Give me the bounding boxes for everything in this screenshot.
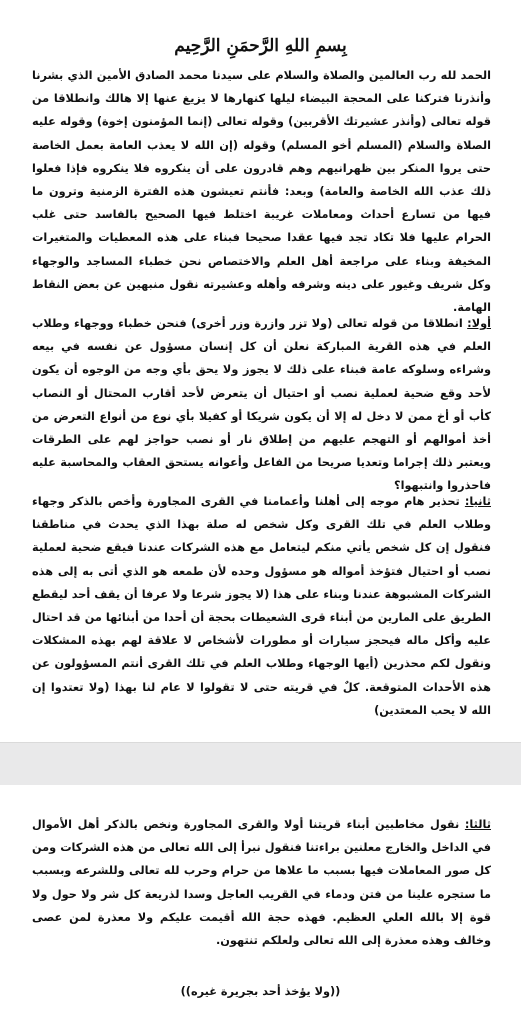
closing-verse: ((ولا يؤخذ أحد بجريرة غيره)): [180, 985, 341, 998]
section-first-paragraph: [32, 312, 491, 498]
section-second-text: تحذير هام موجه إلى أهلنا وأعمامنا في القرى المجاورة وأخص بالذكر وجهاء وطلاب العلم في تلك القرى وكل شخص له صلة بهذا الذي يحدث في مناطقنا فنقول إن كل شخص يأتي منكم ليتعامل مع هذه الشركات عندنا فيقع ضحية لعملية نصب أو احتيال فتؤخذ أمواله هو مسؤول وحده لأن طمعه هو الذي أتى به إلى هذه الشركات المشبوهة عندنا وبناء على هذا (لا يجوز شرعا ولا عرفا أن يقف أحد ليقطع الطريق على المارين من أبناء قرى الشعيطات بحجة أن أحدا من أبنائها من قد احتال عليه وأكل ماله فيحجز سيارات أو مطورات لأشخاص لا علاقة لهم بهذه المشكلات ونقول لكم محذرين (أيها الوجهاء وطلاب العلم في تلك القرى أنتم المسؤولون عن هذه الأحداث المتوقعة. كلٌ في قريته حتى لا تقولوا لا عام لنا بهذا (ولا تعتدوا إن الله لا يحب المعتدين): [32, 495, 491, 717]
section-third-label: ثالثا:: [464, 818, 491, 831]
section-second-paragraph: [32, 490, 491, 722]
section-first-text: انطلاقا من قوله تعالى (ولا تزر وازرة وزر أخرى) فنحن خطباء ووجهاء وطلاب العلم في هذه القرية المباركة نعلن أن كل إنسان مسؤول عن نفسه في بيعه وشراءه وسلوكه عامة فبناء على ذلك لا يجوز ولا يحق بأي وجه من الوجوه أن يكون لأحد وقع ضحية لعملية نصب أو احتيال أن يتعرض لأحد أقارب المحتال أو النصاب كأب أو أخ ممن لا دخل له إلا أن يكون شريكا أو كفيلا بأي نوع من أنواع التعرض من أخذ أموالهم أو التهجم عليهم من إطلاق نار أو نصب حواجز لهم على الطرقات ويعتبر ذلك إجراما وتعديا صريحا من الفاعل وأعوانه يستحق العقاب والمحاسبة عليه فاحذروا وانتبهوا؟: [32, 317, 491, 493]
document-page-2: [0, 785, 521, 1024]
section-first-label: أولا:: [467, 317, 491, 330]
page-separator: [0, 742, 521, 786]
section-second-label: ثانيا:: [464, 495, 491, 508]
section-third-paragraph: [32, 813, 491, 952]
section-third-text: نقول مخاطبين أبناء قريتنا أولا والقرى المجاورة ونخص بالذكر أهل الأموال في الداخل والخارج معلنين براءتنا فنقول نبرأ إلى الله تعالى من هذه الشركات ومن كل صور المعاملات فيها بسبب ما علاها من حرام وحرب لله تعالى وللشرعه وبسبب ما ستجره علينا من فتن ودماء في القريب العاجل وسدا لذريعة كل شر ولا حول ولا قوة إلا بالله العلي العظيم. فهذه حجة الله أقيمت عليكم ولا معذرة لمن عصى وخالف وهذه معذرة إلى الله تعالى ولعلكم تنتهون.: [32, 818, 491, 948]
basmala-heading: بِسمِ اللهِ الرَّحمَنِ الرَّحِيم: [174, 36, 347, 56]
intro-paragraph: الحمد لله رب العالمين والصلاة والسلام على سيدنا محمد الصادق الأمين الذي بشرنا وأنذرنا فتركنا على المحجة البيضاء ليلها كنهارها لا يزيغ عنها إلا هالك وانطلاقا من قوله تعالى (وأنذر عشيرتك الأقربين) وقوله تعالى (إنما المؤمنون إخوة) وقوله عليه الصلاة والسلام (المسلم أخو المسلم) وقوله (إن الله لا يعذب العامة بعمل الخاصة حتى يروا المنكر بين ظهرانيهم وهم قادرون على أن ينكروه فلا ينكروه فإذا فعلوا ذلك عذب الله الخاصة والعامة) وبعد: فأنتم تعيشون هذه الفترة الزمنية وترون ما فيها من تسارع أحداث ومعاملات غريبة اختلط فيها الصحيح بالفاسد حتى غلب الحرام عليها فلا تكاد تجد فيها عقدا صحيحا فبناء على هذه المعطيات والمتغيرات المخيفة وبناء على مراجعة أهل العلم والاختصاص نحن خطباء المساجد والوجهاء وكل شريف وغيور على دينه وشرفه وأهله وعشيرته نقول منبهين عن بعض النقاط الهامة.: [32, 69, 491, 315]
